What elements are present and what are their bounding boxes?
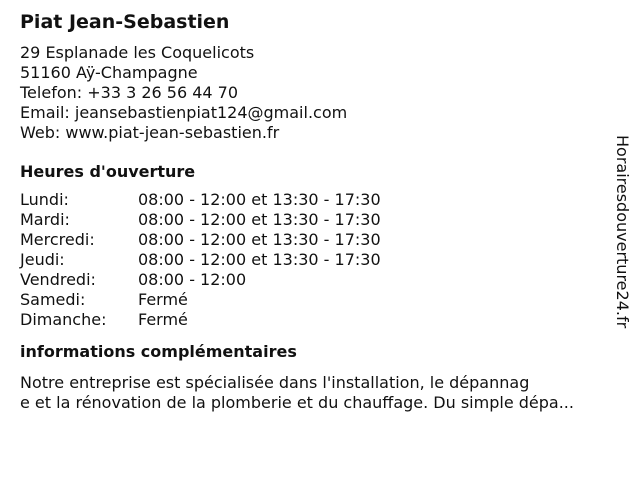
address-street: 29 Esplanade les Coquelicots: [20, 43, 255, 62]
opening-hours-title: Heures d'ouverture: [20, 162, 196, 181]
time-value: 08:00 - 12:00 et 13:30 - 17:30: [138, 250, 381, 269]
additional-info-text: [20, 373, 624, 413]
day-label: Lundi:: [20, 190, 69, 209]
additional-info-title: informations complémentaires: [20, 342, 297, 361]
contact-block: [20, 43, 600, 143]
info-line-1: Notre entreprise est spécialisée dans l'installation, le dépannag: [20, 373, 530, 392]
address-city: 51160 Aÿ-Champagne: [20, 63, 198, 82]
hours-row-tuesday: [20, 210, 600, 230]
time-value: 08:00 - 12:00 et 13:30 - 17:30: [138, 190, 381, 209]
web-line: Web: www.piat-jean-sebastien.fr: [20, 123, 280, 142]
hours-row-friday: [20, 270, 600, 290]
day-label: Jeudi:: [20, 250, 65, 269]
phone-line: Telefon: +33 3 26 56 44 70: [20, 83, 239, 102]
hours-row-saturday: [20, 290, 600, 310]
hours-row-wednesday: [20, 230, 600, 250]
info-line-2: e et la rénovation de la plomberie et du chauffage. Du simple dépa...: [20, 393, 574, 412]
hours-row-sunday: [20, 310, 600, 330]
day-label: Vendredi:: [20, 270, 96, 289]
hours-row-monday: [20, 190, 600, 210]
hours-row-thursday: [20, 250, 600, 270]
time-value: 08:00 - 12:00 et 13:30 - 17:30: [138, 210, 381, 229]
day-label: Mardi:: [20, 210, 70, 229]
site-watermark-label: Horairesdouverture24.fr: [613, 135, 632, 329]
time-value: Fermé: [138, 310, 188, 329]
day-label: Mercredi:: [20, 230, 95, 249]
opening-hours-list: [20, 190, 600, 330]
day-label: Samedi:: [20, 290, 86, 309]
business-name: Piat Jean-Sebastien: [20, 11, 230, 33]
time-value: 08:00 - 12:00 et 13:30 - 17:30: [138, 230, 381, 249]
time-value: Fermé: [138, 290, 188, 309]
day-label: Dimanche:: [20, 310, 107, 329]
email-line: Email: jeansebastienpiat124@gmail.com: [20, 103, 348, 122]
business-card: [20, 10, 600, 413]
time-value: 08:00 - 12:00: [138, 270, 247, 289]
